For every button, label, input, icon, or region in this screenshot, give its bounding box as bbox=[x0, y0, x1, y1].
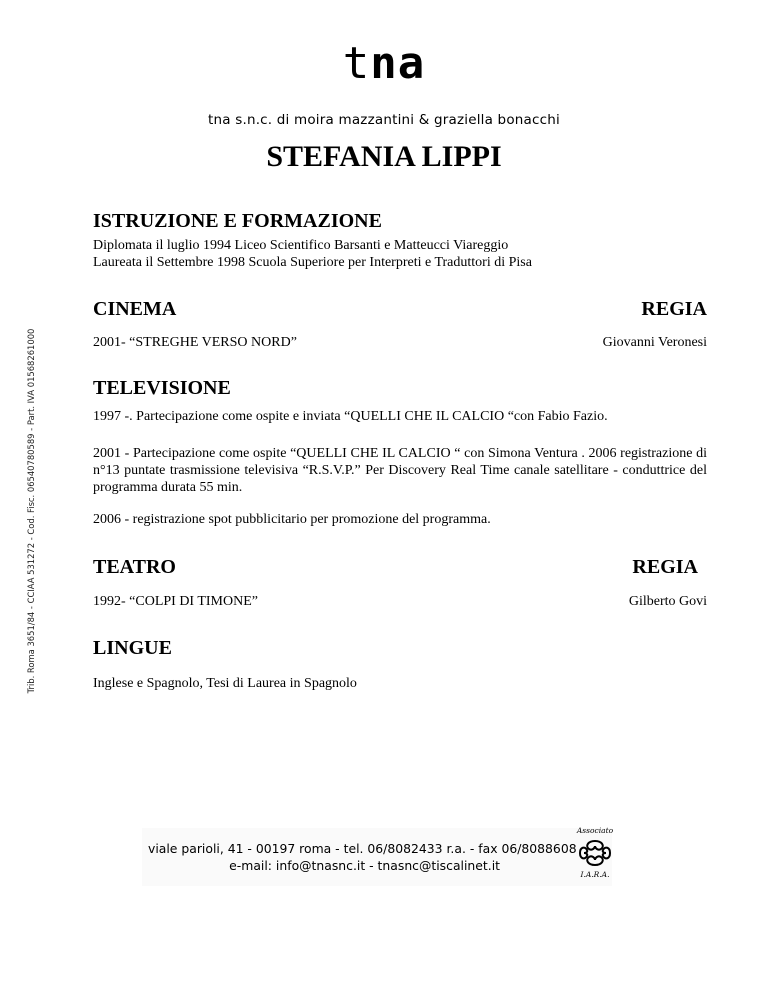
logo-bold: na bbox=[370, 38, 426, 89]
television-paragraph: 2006 - registrazione spot pubblicitario per promozione del programma. bbox=[93, 512, 491, 527]
theatre-entry: 1992- “COLPI DI TIMONE” bbox=[93, 594, 258, 609]
person-name: STEFANIA LIPPI bbox=[266, 140, 502, 173]
company-line: tna s.n.c. di moira mazzantini & graziella bonacchi bbox=[208, 112, 560, 128]
languages-text: Inglese e Spagnolo, Tesi di Laurea in Spagnolo bbox=[93, 676, 357, 691]
languages-heading: LINGUE bbox=[93, 637, 172, 659]
education-line: Diplomata il luglio 1994 Liceo Scientifico Barsanti e Matteucci Viareggio bbox=[93, 238, 509, 253]
television-paragraph: 2001 - Partecipazione come ospite “QUELLI CHE IL CALCIO “ con Simona Ventura . 2006 registrazione di n°13 puntate trasmissione televisiva “R.S.V.P.” Per Discovery Real Time canale satellitare - conduttrice del programma durata 55 min. bbox=[93, 446, 707, 495]
cinema-director: Giovanni Veronesi bbox=[602, 335, 707, 350]
footer-address: viale parioli, 41 - 00197 roma - tel. 06/8082433 r.a. - fax 06/8088608 bbox=[148, 841, 577, 856]
legal-sidebar bbox=[24, 328, 38, 694]
television-paragraph: 1997 -. Partecipazione come ospite e inviata “QUELLI CHE IL CALCIO “con Fabio Fazio. bbox=[93, 409, 608, 424]
education-line: Laureata il Settembre 1998 Scuola Superiore per Interpreti e Traduttori di Pisa bbox=[93, 255, 532, 270]
theatre-heading: TEATRO bbox=[93, 556, 176, 578]
company-logo bbox=[0, 38, 768, 89]
education-heading: ISTRUZIONE E FORMAZIONE bbox=[93, 210, 382, 232]
legal-sidebar-text: Trib. Roma 3651/84 - CCIAA 531272 - Cod. Fisc. 06540780589 - Part. IVA 01568261000 bbox=[26, 328, 36, 694]
association-logo-icon bbox=[576, 838, 614, 868]
association-name: I.A.R.A. bbox=[580, 870, 610, 879]
cinema-regia-heading: REGIA bbox=[641, 298, 707, 320]
theatre-regia-heading: REGIA bbox=[632, 556, 698, 578]
theatre-director: Gilberto Govi bbox=[628, 594, 707, 609]
television-heading: TELEVISIONE bbox=[93, 377, 231, 399]
association-label: Associato bbox=[576, 826, 614, 835]
logo-prefix: t bbox=[342, 38, 371, 89]
cinema-entry: 2001- “STREGHE VERSO NORD” bbox=[93, 335, 297, 350]
cinema-heading: CINEMA bbox=[93, 298, 177, 320]
footer-contact bbox=[148, 840, 577, 874]
footer-email: e-mail: info@tnasnc.it - tnasnc@tiscalinet.it bbox=[229, 858, 500, 873]
